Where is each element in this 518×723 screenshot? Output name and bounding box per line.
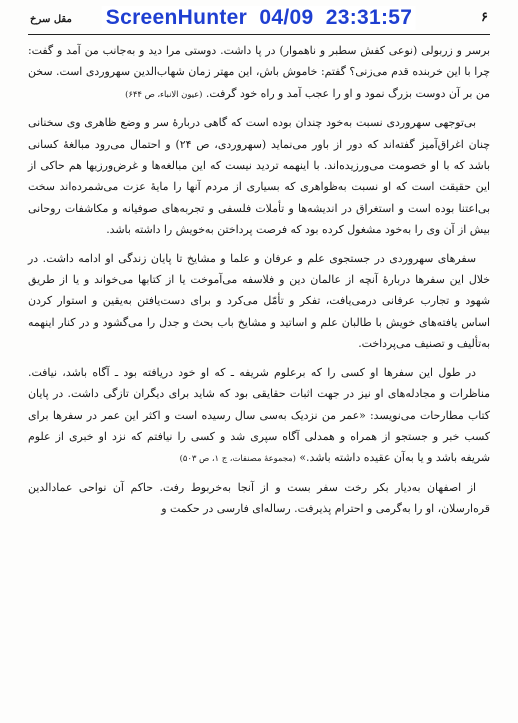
watermark-date: 04/09 [259, 6, 314, 29]
watermark-app-name: ScreenHunter [105, 6, 248, 29]
watermark-time: 23:31:57 [325, 6, 413, 29]
paragraph-4 [28, 362, 490, 470]
paragraph-gap [28, 105, 490, 112]
header-rule [28, 34, 490, 35]
body-text [28, 40, 490, 520]
paragraph-3-text: سفرهای سهروردی در جستجوی علم و عرفان و علما و مشایخ تا پایان زندگی او ادامه داشت. در خلال این سفرها دربارهٔ آنچه از عالمان دین و فلاسفه می‌آموخت یا از کتابها می‌خواند و یا از طریق شهود و تجارب عرفانی درمی‌یافت، تفکر و تأمّل می‌کرد و برای دست‌یافتن به‌یقین و استوار کردن اساس یافته‌های خویش با طالبان علم و اساتید و مشایخ باب بحث و جدل را می‌گشود و در کنار اینهمه به‌تألیف و تصنیف می‌پرداخت. [28, 251, 490, 351]
screenhunter-watermark [102, 6, 416, 30]
running-title: مقل سرخ [30, 14, 72, 25]
paragraph-5-text: از اصفهان به‌دیار بکر رخت سفر بست و از آنجا به‌خربوط رفت. حاکم آن نواحی عمادالدین قره‌ارسلان، او را به‌گرمی و احترام پذیرفت. رساله‌ای فارسی در حکمت و [28, 480, 490, 516]
paragraph-2 [28, 112, 490, 240]
paragraph-gap [28, 470, 490, 477]
paragraph-1 [28, 40, 490, 105]
paragraph-gap [28, 241, 490, 248]
paragraph-1-text: برسر و زربولی (نوعی کفش سطبر و ناهموار) در پا داشت. دوستی مرا دید و به‌جانب من آمد و گفت: چرا با این خربنده قدم می‌زنی؟ گفتم: خاموش باش، این مهتر زمان شهاب‌الدین سهروردی است. سخن من بر آن دوست بزرگ نمود و او را عجب آمد و راه خود گرفت. [28, 44, 490, 100]
paragraph-2-text: بی‌توجهی سهروردی نسبت به‌خود چندان بوده است که گاهی دربارهٔ سر و وضع ظاهری وی سخنانی چنان اغراق‌آمیز گفته‌اند که دور از باور می‌نماید (سهروردی، ص ۲۴) و احتمال می‌رود مبالغهٔ کسانی باشد که با او خصومت می‌ورزیده‌اند. با اینهمه تردید نیست که این مبالغه‌ها و غرض‌ورزیها هم حاکی از این حقیقت است که او نسبت به‌ظواهری که بسیاری از مردم آنها را مایهٔ عزت می‌شمرده‌اند سخت بی‌اعتنا بوده است و استغراق در اندیشه‌ها و تأملات فلسفی و تجربه‌های صوفیانه و مکاشفات روحانی بیش از آن وی را به‌خود مشغول کرده بود که فرصت پرداختن به‌خویش را داشته باشد. [28, 116, 490, 237]
page-number: ۶ [481, 10, 488, 25]
paragraph-3 [28, 248, 490, 355]
paragraph-4-text: در طول این سفرها او کسی را که برعلوم شریفه ـ که او خود دریافته بود ـ آگاه باشد، نیافت. مناظرات و مجادله‌های او نیز در جهت اثبات حقایقی بود که شاید برای دیگران تازگی داشت. در پایان کتاب مطارحات می‌نویسد: «عمر من نزدیک به‌سی سال رسیده است و اکثر این عمر در سفرها برای کسب خبر و جستجو از همراه و همدلی آگاه سپری شد و کسی را نیافتم که نزد او خبری از علوم شریفه باشد و یا به‌آن عقیده داشته باشد.» [28, 365, 490, 465]
paragraph-gap [28, 355, 490, 362]
paragraph-4-citation: (مجموعهٔ مصنفات، ج ۱، ص ۵۰۳) [179, 453, 296, 464]
paragraph-5 [28, 477, 490, 520]
paragraph-1-citation: (عیون الانباء، ص ۶۴۴) [125, 88, 203, 99]
